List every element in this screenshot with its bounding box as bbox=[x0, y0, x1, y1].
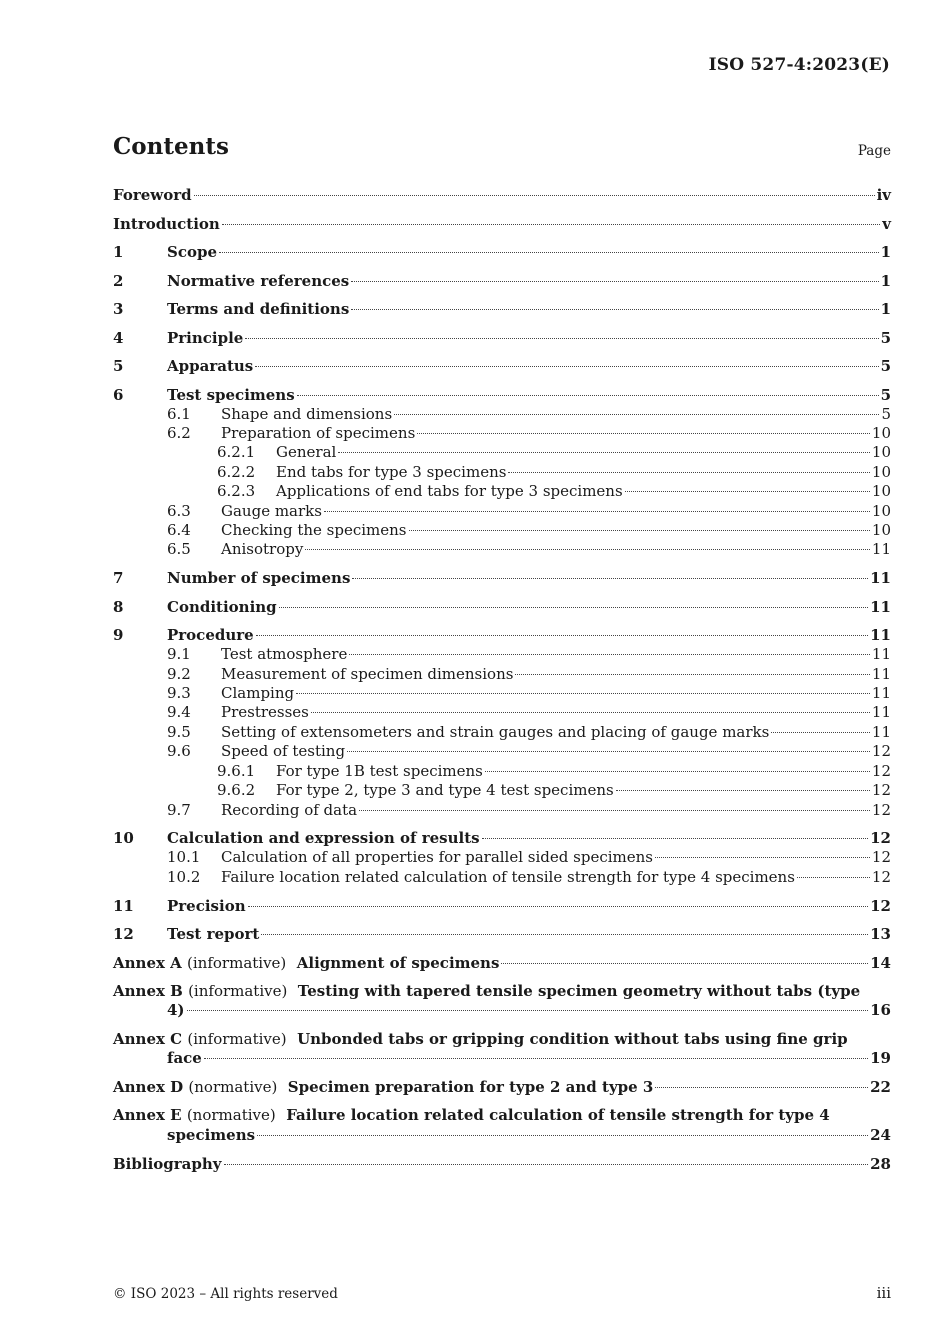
toc-number: 6.1 bbox=[167, 404, 191, 423]
table-of-contents bbox=[113, 186, 891, 1174]
toc-number: 9.7 bbox=[167, 800, 191, 819]
toc-number: 3 bbox=[113, 300, 124, 318]
toc-number: 6.2.3 bbox=[217, 482, 256, 501]
toc-page: 11 bbox=[871, 645, 891, 664]
toc-label: Annex C (informative) Unbonded tabs or gripping condition without tabs using fine grip bbox=[113, 1029, 848, 1048]
leader-dots bbox=[279, 607, 868, 608]
toc-entry-8[interactable] bbox=[113, 598, 891, 617]
toc-label: Preparation of specimens bbox=[221, 423, 416, 442]
toc-label: Procedure bbox=[167, 626, 254, 645]
toc-page: 10 bbox=[871, 482, 891, 501]
toc-page: 12 bbox=[871, 761, 891, 780]
toc-page: 13 bbox=[870, 925, 891, 944]
toc-label: Apparatus bbox=[167, 357, 254, 375]
toc-label: Applications of end tabs for type 3 specimens bbox=[276, 482, 623, 501]
leader-dots bbox=[324, 511, 870, 512]
toc-label: Clamping bbox=[221, 684, 295, 703]
leader-dots bbox=[771, 732, 870, 733]
toc-page: v bbox=[882, 214, 891, 233]
toc-entry-9-4[interactable] bbox=[113, 703, 891, 722]
leader-dots bbox=[256, 635, 868, 636]
toc-entry-9-7[interactable] bbox=[113, 801, 891, 820]
toc-page: 10 bbox=[871, 462, 891, 481]
toc-label: Introduction bbox=[113, 214, 220, 233]
toc-label: Failure location related calculation of tensile strength for type 4 specimens bbox=[221, 867, 795, 886]
toc-number: 9.3 bbox=[167, 684, 191, 703]
toc-page: 1 bbox=[880, 300, 891, 318]
toc-page: 12 bbox=[871, 867, 891, 886]
leader-dots bbox=[311, 712, 870, 713]
leader-dots bbox=[482, 838, 869, 839]
toc-number: 11 bbox=[113, 896, 134, 915]
toc-page: 11 bbox=[871, 540, 891, 559]
toc-page: 10 bbox=[871, 423, 891, 442]
leader-dots bbox=[349, 654, 870, 655]
toc-page: 11 bbox=[871, 664, 891, 683]
toc-number: 6.3 bbox=[167, 501, 191, 520]
toc-page: 10 bbox=[871, 443, 891, 462]
toc-label: Test report bbox=[167, 925, 260, 944]
toc-number: 6.2.2 bbox=[217, 462, 256, 481]
toc-number: 6.2.1 bbox=[217, 443, 256, 462]
toc-number: 9.5 bbox=[167, 722, 191, 741]
toc-page: 16 bbox=[870, 1001, 891, 1020]
toc-label: Test specimens bbox=[167, 385, 295, 404]
toc-label: Measurement of specimen dimensions bbox=[221, 664, 514, 683]
toc-number: 10 bbox=[113, 829, 134, 848]
toc-page: 10 bbox=[871, 520, 891, 539]
toc-page: 1 bbox=[880, 271, 891, 290]
toc-number: 6 bbox=[113, 385, 124, 404]
leader-dots bbox=[248, 906, 869, 907]
toc-page: 5 bbox=[880, 357, 891, 375]
leader-dots bbox=[508, 472, 869, 473]
toc-label: Precision bbox=[167, 896, 246, 915]
toc-label: For type 2, type 3 and type 4 test specimens bbox=[276, 781, 614, 800]
leader-dots bbox=[417, 433, 870, 434]
toc-entry-9-5[interactable] bbox=[113, 723, 891, 742]
leader-dots bbox=[797, 877, 870, 878]
leader-dots bbox=[245, 338, 878, 339]
toc-entry-10-1[interactable] bbox=[113, 848, 891, 867]
toc-number: 9.4 bbox=[167, 703, 191, 722]
toc-page: 5 bbox=[881, 404, 891, 423]
toc-entry-6-2-3[interactable] bbox=[113, 482, 891, 501]
toc-label: Annex A (informative) Alignment of specimens bbox=[113, 953, 500, 972]
toc-label: Annex B (informative) Testing with tapered tensile specimen geometry without tabs (type bbox=[113, 981, 861, 1000]
toc-page: 11 bbox=[871, 703, 891, 722]
toc-entry-9-1[interactable] bbox=[113, 645, 891, 664]
leader-dots bbox=[359, 810, 870, 811]
toc-entry-3[interactable] bbox=[113, 300, 891, 319]
toc-page: 22 bbox=[870, 1078, 891, 1097]
toc-entry-6-2[interactable] bbox=[113, 424, 891, 443]
toc-entry-annex-c[interactable] bbox=[113, 1030, 891, 1069]
toc-label: Test atmosphere bbox=[221, 645, 348, 664]
toc-entry-6[interactable] bbox=[113, 386, 891, 405]
toc-page: 19 bbox=[870, 1049, 891, 1068]
toc-label: Calculation of all properties for parallel sided specimens bbox=[221, 848, 653, 867]
toc-label: Annex D (normative) Specimen preparation for type 2 and type 3 bbox=[113, 1078, 654, 1097]
leader-dots bbox=[351, 281, 878, 282]
toc-label: Speed of testing bbox=[221, 742, 346, 761]
toc-label: Shape and dimensions bbox=[221, 404, 393, 423]
toc-label: Normative references bbox=[167, 271, 350, 290]
toc-number: 5 bbox=[113, 357, 124, 375]
toc-number: 4 bbox=[113, 328, 124, 347]
toc-page: 5 bbox=[880, 385, 891, 404]
toc-entry-bibliography[interactable] bbox=[113, 1155, 891, 1174]
leader-dots bbox=[222, 224, 880, 225]
toc-label: Terms and definitions bbox=[167, 300, 350, 318]
toc-entry-introduction[interactable] bbox=[113, 215, 891, 234]
toc-number: 9.2 bbox=[167, 664, 191, 683]
toc-page: 11 bbox=[870, 597, 891, 616]
leader-dots bbox=[297, 395, 879, 396]
toc-number: 2 bbox=[113, 271, 124, 290]
toc-number: 10.1 bbox=[167, 848, 201, 867]
toc-page: 12 bbox=[870, 896, 891, 915]
toc-number: 6.2 bbox=[167, 423, 191, 442]
toc-page: 12 bbox=[871, 848, 891, 867]
toc-entry-6-2-1[interactable] bbox=[113, 443, 891, 462]
toc-entry-11[interactable] bbox=[113, 897, 891, 916]
document-code: ISO 527-4:2023(E) bbox=[708, 55, 890, 75]
toc-number: 7 bbox=[113, 569, 124, 588]
toc-number: 6.4 bbox=[167, 520, 191, 539]
toc-number: 9 bbox=[113, 626, 124, 645]
copyright-footer: © ISO 2023 – All rights reserved bbox=[113, 1286, 338, 1302]
leader-dots bbox=[204, 1058, 868, 1059]
toc-entry-7[interactable] bbox=[113, 569, 891, 588]
toc-number: 1 bbox=[113, 243, 124, 261]
toc-entry-6-5[interactable] bbox=[113, 540, 891, 559]
leader-dots bbox=[501, 963, 868, 964]
toc-label: Anisotropy bbox=[221, 540, 304, 559]
toc-page: 24 bbox=[870, 1125, 891, 1144]
toc-page: 11 bbox=[871, 684, 891, 703]
toc-page: 11 bbox=[871, 722, 891, 741]
toc-label: Setting of extensometers and strain gauges and placing of gauge marks bbox=[221, 722, 770, 741]
toc-label: End tabs for type 3 specimens bbox=[276, 462, 507, 481]
toc-page: 12 bbox=[870, 829, 891, 848]
toc-entry-6-3[interactable] bbox=[113, 502, 891, 521]
toc-entry-9-6[interactable] bbox=[113, 742, 891, 761]
leader-dots bbox=[347, 751, 870, 752]
toc-entry-annex-a[interactable] bbox=[113, 954, 891, 973]
toc-entry-6-4[interactable] bbox=[113, 521, 891, 540]
toc-entry-10[interactable] bbox=[113, 829, 891, 848]
toc-label: Checking the specimens bbox=[221, 520, 407, 539]
leader-dots bbox=[409, 530, 870, 531]
toc-page: 11 bbox=[870, 569, 891, 588]
leader-dots bbox=[655, 1087, 868, 1088]
toc-entry-10-2[interactable] bbox=[113, 868, 891, 887]
page-title: Contents bbox=[113, 133, 229, 160]
toc-label: Gauge marks bbox=[221, 501, 322, 520]
leader-dots bbox=[352, 578, 868, 579]
toc-number: 9.6.1 bbox=[217, 761, 256, 780]
toc-label: Scope bbox=[167, 243, 218, 261]
toc-entry-annex-d[interactable] bbox=[113, 1078, 891, 1097]
toc-label: General bbox=[276, 443, 337, 462]
toc-label-continued: specimens bbox=[167, 1125, 256, 1144]
toc-page: 12 bbox=[871, 800, 891, 819]
leader-dots bbox=[255, 366, 878, 367]
toc-number: 6.5 bbox=[167, 540, 191, 559]
toc-label: Foreword bbox=[113, 186, 192, 204]
toc-label: Conditioning bbox=[167, 597, 277, 616]
leader-dots bbox=[515, 674, 869, 675]
leader-dots bbox=[187, 1010, 869, 1011]
leader-dots bbox=[351, 309, 878, 310]
leader-dots bbox=[305, 549, 870, 550]
leader-dots bbox=[625, 491, 870, 492]
leader-dots bbox=[224, 1164, 869, 1165]
toc-page: 28 bbox=[870, 1154, 891, 1173]
toc-number: 8 bbox=[113, 597, 124, 616]
toc-label: Number of specimens bbox=[167, 569, 351, 588]
toc-page: 14 bbox=[870, 953, 891, 972]
toc-entry-9-6-2[interactable] bbox=[113, 781, 891, 800]
toc-number: 9.1 bbox=[167, 645, 191, 664]
toc-entry-foreword[interactable] bbox=[113, 186, 891, 205]
toc-label: Annex E (normative) Failure location related calculation of tensile strength for type 4 bbox=[113, 1106, 830, 1125]
leader-dots bbox=[394, 414, 879, 415]
page-column-label: Page bbox=[857, 143, 891, 159]
leader-dots bbox=[485, 771, 870, 772]
toc-entry-9-2[interactable] bbox=[113, 665, 891, 684]
leader-dots bbox=[261, 934, 868, 935]
toc-entry-9[interactable] bbox=[113, 626, 891, 645]
toc-page: 10 bbox=[871, 501, 891, 520]
toc-entry-4[interactable] bbox=[113, 329, 891, 348]
leader-dots bbox=[655, 857, 870, 858]
toc-number: 9.6 bbox=[167, 742, 191, 761]
toc-page: 5 bbox=[880, 328, 891, 347]
leader-dots bbox=[338, 452, 870, 453]
page-number: iii bbox=[876, 1284, 891, 1302]
toc-number: 12 bbox=[113, 925, 134, 944]
toc-entry-12[interactable] bbox=[113, 925, 891, 944]
toc-entry-annex-e[interactable] bbox=[113, 1106, 891, 1145]
toc-label: Calculation and expression of results bbox=[167, 829, 480, 848]
toc-label: Bibliography bbox=[113, 1154, 222, 1173]
toc-entry-6-2-2[interactable] bbox=[113, 463, 891, 482]
toc-page: iv bbox=[876, 186, 891, 204]
leader-dots bbox=[296, 693, 870, 694]
toc-page: 11 bbox=[870, 626, 891, 645]
leader-dots bbox=[194, 195, 875, 196]
toc-label-continued: 4) bbox=[167, 1001, 185, 1020]
toc-entry-2[interactable] bbox=[113, 272, 891, 291]
toc-entry-annex-b[interactable] bbox=[113, 982, 891, 1021]
leader-dots bbox=[257, 1135, 868, 1136]
toc-entry-6-1[interactable] bbox=[113, 405, 891, 424]
toc-label: Recording of data bbox=[221, 800, 358, 819]
toc-number: 9.6.2 bbox=[217, 781, 256, 800]
toc-entry-1[interactable] bbox=[113, 243, 891, 262]
toc-entry-5[interactable] bbox=[113, 357, 891, 376]
toc-label: Prestresses bbox=[221, 703, 309, 722]
toc-label: For type 1B test specimens bbox=[276, 761, 483, 780]
toc-number: 10.2 bbox=[167, 867, 201, 886]
toc-entry-9-3[interactable] bbox=[113, 684, 891, 703]
toc-page: 12 bbox=[871, 742, 891, 761]
toc-label-continued: face bbox=[167, 1049, 202, 1068]
leader-dots bbox=[616, 790, 870, 791]
toc-entry-9-6-1[interactable] bbox=[113, 762, 891, 781]
leader-dots bbox=[219, 252, 879, 253]
toc-label: Principle bbox=[167, 328, 244, 347]
toc-page: 1 bbox=[880, 243, 891, 261]
toc-page: 12 bbox=[871, 781, 891, 800]
